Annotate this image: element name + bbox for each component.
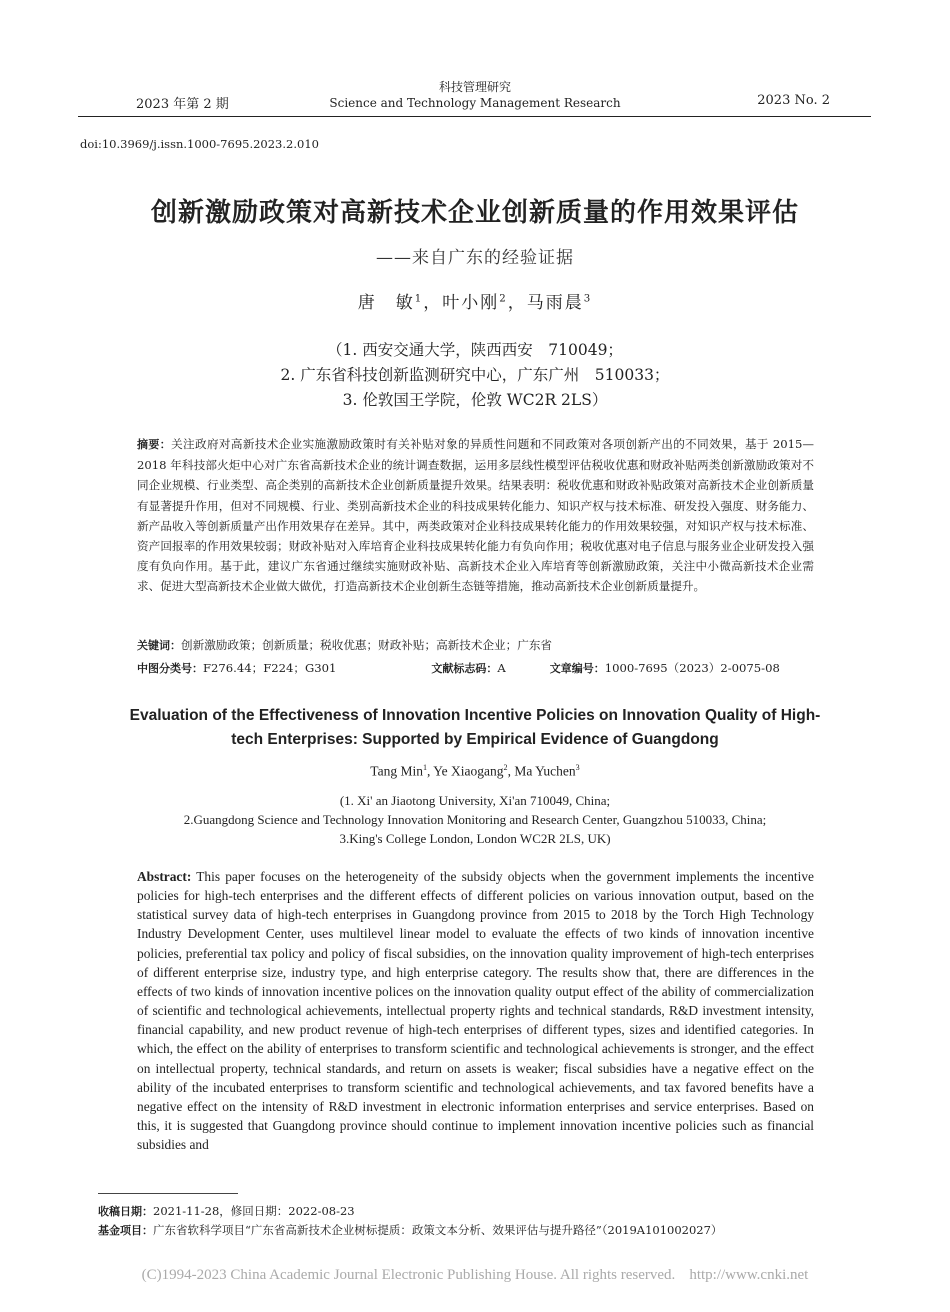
doc-code-value: A [497,661,506,675]
author-sep: ， [423,293,443,313]
authors-cn [200,288,750,313]
abstract-en-text: This paper focuses on the heterogeneity of the subsidy objects when the government implements the incentive policies for high-tech enterprises and the different effects of different policies on various innovation output, based on the statistical survey data of high-tech enterprises in Guangdong province from 2015 to 2018 by the Torch High Technology Industry Development Center, uses multilevel linear model to evaluate the effects of two kinds of innovation incentive policies, preferential tax policy and policy of fiscal subsidies, on the innovation quality improvement of high-tech enterprises of different enterprise size, industry type, and high enterprise category. The results show that, there are differences in the effects of two kinds of innovation incentive polices on the innovation quality output effect of the ability of commercialization of scientific and technological achievements, intellectual property rights and technical standards, R&D investment intensity, financial capability, and new product revenue of high-tech enterprises of different types, sizes and identified categories. In which, the effect on the ability of enterprises to transform scientific and technological achievements is stronger, and the effect on intellectual property, technical standards, and return on assets is weaker; fiscal subsidies have a negative effect on the ability of the incubated enterprises to transform scientific and technological achievements, and tax favored benefits have a negative effect on the intensity of R&D investment in electronic information enterprises and service enterprises. Based on this, it is suggested that Guangdong province should continue to implement innovation incentive policies such as financial subsidies and [137,869,814,1153]
fund-text: 广东省软科学项目“广东省高新技术企业树标提质：政策文本分析、效果评估与提升路径”（2019A101002027） [153,1223,723,1237]
author-en: Ma Yuchen [514,763,576,779]
header-issue-en: 2023 No. 2 [757,93,830,108]
author-affil-sup: 2 [499,293,508,305]
article-no-value: 1000-7695（2023）2-0075-08 [604,661,780,675]
fund-label: 基金项目： [98,1224,153,1237]
clc-label: 中图分类号： [137,662,203,675]
abstract-en [137,867,814,1154]
copyright-footer [0,1267,950,1284]
affiliation-line: 2.Guangdong Science and Technology Innovation Monitoring and Research Center, Guangzhou 510033, China; [183,812,767,827]
subtitle-cn: ——来自广东的经验证据 [376,248,574,268]
header-journal [300,79,650,111]
author-affil-sup: 1 [422,763,428,772]
keywords-text: 创新激励政策；创新质量；税收优惠；财政补贴；高新技术企业；广东省 [181,638,553,652]
doc-code-label: 文献标志码： [431,662,498,675]
received-text: 2021-11-28，修回日期：2022-08-23 [153,1204,355,1218]
authors-en [200,763,750,780]
affiliation-line: （1. 西安交通大学，陕西西安 710049； [327,341,623,359]
author-sep: , [427,763,434,779]
footnote-received [98,1203,818,1219]
title-cn: 创新激励政策对高新技术企业创新质量的作用效果评估 [150,198,799,228]
author-affil-sup: 3 [583,293,593,305]
abstract-cn-text: 关注政府对高新技术企业实施激励政策时有关补贴对象的异质性问题和不同政策对各项创新产出的不同效果，基于 2015—2018 年科技部火炬中心对广东省高新技术企业的统计调查数据，运用多层线性模型评估税收优惠和财政补贴两类创新激励政策对不同企业规模、行业类型、高企类别的高新技术企业创新质量提升效果。结果表明：税收优惠和财政补贴政策对高新技术企业创新质量有显著提升作用，但对不同规模、行业、类别高新技术企业的科技成果转化能力、知识产权与技术标准、研发投入强度、财务能力、新产品收入等创新质量产出作用效果存在差异。其中，两类政策对企业科技成果转化能力的作用效果较强，对知识产权与技术标准、资产回报率的作用效果较弱；财政补贴对入库培育企业科技成果转化能力有负向作用；税收优惠对电子信息与服务业企业研发投入强度有负向作用。基于此，建议广东省通过继续实施财政补贴、高新技术企业入库培育等创新激励政策，关注中小微高新技术企业需求、促进大型高新技术企业做大做优，打造高新技术企业创新生态链等措施，推动高新技术企业创新质量提升。 [137,437,815,594]
footnote-rule [98,1193,238,1194]
received-label: 收稿日期： [98,1205,153,1218]
classification-line [137,660,837,676]
abstract-cn [137,434,814,597]
affiliation-line: 3. 伦敦国王学院，伦敦 WC2R 2LS） [342,391,608,409]
author-affil-sup: 2 [503,763,508,772]
affiliations-en [100,791,850,848]
journal-name-en: Science and Technology Management Research [329,96,621,110]
author-affil-sup: 3 [575,763,580,772]
article-no-label: 文章编号： [549,662,605,675]
affiliation-line: 3.King's College London, London WC2R 2LS, UK) [339,831,611,846]
affiliations-cn [150,338,800,413]
keywords-label: 关键词： [137,639,181,652]
affiliation-line: 2. 广东省科技创新监测研究中心，广东广州 510033； [280,366,670,384]
title-en: Evaluation of the Effectiveness of Innovation Incentive Policies on Innovation Quality of High-tech Enterprises: Supported by Empirical Evidence of Guangdong [129,707,821,748]
header-issue: 2023 年第 2 期 [136,97,229,112]
doi: doi:10.3969/j.issn.1000-7695.2023.2.010 [80,137,319,151]
journal-name-cn: 科技管理研究 [438,80,511,94]
abstract-en-label: Abstract: [137,869,192,884]
footnote-fund [98,1222,818,1238]
author-sep: ， [507,293,527,313]
author-en: Tang Min [370,763,423,779]
copyright-text: (C)1994-2023 China Academic Journal Electronic Publishing House. All rights reserved. [141,1267,676,1283]
footer-url: http://www.cnki.net [689,1267,809,1283]
keywords-cn [137,637,814,653]
abstract-cn-label: 摘要： [137,438,172,451]
author-affil-sup: 1 [414,293,424,305]
header-rule [78,116,871,117]
author-cn: 唐 敏 [357,293,415,313]
author-sep: , [507,763,515,779]
author-cn: 叶小刚 [442,293,500,313]
author-en: Ye Xiaogang [433,763,504,779]
clc-value: F276.44；F224；G301 [203,661,337,675]
affiliation-line: (1. Xi' an Jiaotong University, Xi'an 710049, China; [339,793,611,808]
author-cn: 马雨晨 [526,293,584,313]
